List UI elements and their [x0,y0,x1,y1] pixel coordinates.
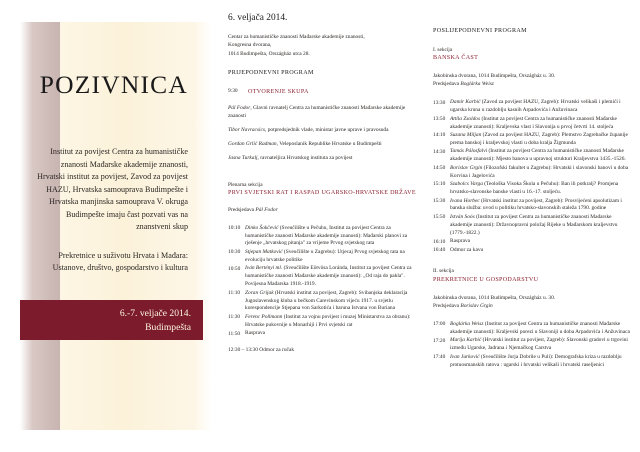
section2-chair-prefix: Predsjedava [433,302,461,309]
talk-body [245,314,419,330]
talk-time: 17:00 [433,321,446,328]
plenary-name: PRVI SVJETSKI RAT I RASPAD UGARSKO-HRVATSKE DRŽAVE [228,190,416,197]
talk-time: 10:10 [228,224,241,231]
talk-body [450,354,632,370]
talk-row [228,290,419,314]
opener-role: , ravnateljica Hrvatskog instituta za povijest [257,155,353,162]
section1-header [433,47,632,63]
opener-name: Tibor Navracsics [228,127,265,134]
talk-time: 15:10 [433,181,446,188]
talk-speaker: Zoran Grijak [245,289,274,296]
talk-body [450,99,632,115]
talk-speaker: Tamás Pálosfalvi [450,148,488,155]
invitation-fade-band [196,22,212,430]
talk-text: (Zavod za povijest HAZU, Zagreb): Hrvatski velikaši i plemići i ugarska kruna u razdoblju kasnih Arpadovića i Anžuvinaca [450,99,621,114]
talk-time: 17:20 [433,337,446,344]
talk-text: (Filozofski fakultet u Zagrebu): Hrvatski i slavonski banovi u doba Korvina i Jagelovića [450,164,629,179]
talk-time: 11:10 [228,289,241,296]
talk-body [450,132,632,148]
invitation-theme: Prekretnice u suživotu Hrvata i Mađara: Ustanove, društvo, gospodarstvo i kultura [52,250,188,273]
talk-speaker: Ivana Horbec [450,197,480,204]
plenary-chair-prefix: Predsjedava [228,206,256,213]
talk-row [433,181,632,197]
invitation-panel [0,0,220,452]
talk-text: (Sveučilište u Pečuhu, Institut za povijest Centra za humanističke znanosti Mađarske akademije znanosti): Mađarski planovi za rješenje „hrvatskog pitanja" za vrijeme Prvog svjetskog rata [245,224,408,247]
talk-row [433,198,632,214]
morning-venue [228,33,419,57]
afternoon-program-column [425,0,640,452]
invitation-organizers: Institut za povijest Centra za humanističke znanosti Mađarske akademije znanosti, Hrvatski institut za povijest, Zavod za povijest HAZU, Hrvatska samouprava Budimpešte i Hrvatska manjinska samouprava V. okruga Budimpešte imaju čast pozvati vas na znanstveni skup [37,147,188,232]
talk-time: 15:50 [433,214,446,221]
talk-text: (Institut za povijest Centra za humanističke znanosti Mađarske akademije znanosti): Kraljevska vlast i Slavonija u prvoj četvrti 14. stoljeća [450,115,617,130]
section1-name: BANSKA ČAST [433,55,479,62]
openers-list [228,104,419,163]
talk-body [450,247,632,255]
talk-row [228,330,419,338]
talk-speaker: Ivan Jurković [450,353,480,360]
talk-speaker: István Soós [450,213,475,220]
talk-row [228,314,419,330]
talk-row [433,321,632,337]
opening-row [228,88,419,97]
talk-text: (Institut za povijest Centra za humanističke znanosti Mađarske akademije znanosti): Državnopravni položaj Rijeke u Mađarskom kraljevstvu (1779.-1822.) [450,213,618,236]
opener-role: , Veleposlanik Republike Hrvatske u Budimpešti [276,141,382,148]
talk-time: 16:40 [433,247,446,253]
talk-body [450,337,632,353]
talk-speaker: Ferenc Pollmann [245,313,283,320]
talk-text: (Sveučilište Jurja Dobrile u Puli): Demografska kriza u razdoblju protuosmanskih ratova : ugarski i hrvatski velikaši i hrvatski raseljenici [450,353,622,368]
talk-speaker: Boglárka Weisz [450,320,484,327]
section2-name: PREKRETNICE U GOSPODARSTVU [433,276,539,283]
talk-speaker: Suzana Miljan [450,132,482,139]
talk-row [433,354,632,370]
talk-row [433,247,632,255]
talk-text: Odmor za kavu [450,246,484,253]
talk-body [450,165,632,181]
section1-chair-name: Boglárka Weisz [460,81,494,88]
opening-time: 9:30 [228,88,238,95]
morning-program-column [220,0,425,452]
plenary-session-header [228,182,419,198]
talk-speaker: Marija Karbić [450,337,482,344]
talk-text: (Hrvatski institut za povijest, Zagreb): Svibanjska deklaracija Jugoslavenskog kluba u bečkom Carevinskom vijeću 1917. u svjetlu korespondencije Stjepana von Sarkotića i baruna Istvana von Buriana [245,289,408,312]
talk-time: 14:10 [433,132,446,139]
talk-time: 14:30 [433,148,446,155]
talk-speaker: Borislav Grgin [450,164,483,171]
section1-venue-block [433,72,632,88]
talk-body [245,265,419,289]
talk-body [245,290,419,314]
invitation-date-band [20,300,203,340]
talk-body [450,116,632,132]
talk-time: 16:10 [433,238,446,245]
section2-talks-list [433,321,632,370]
talk-text: (Institut za vojnu povijest i muzej Ministarstva za obranu): Hrvatske pukovnije u Monarhiji i Prvi svjetski rat [245,313,411,328]
opener-role: , Glavni ravnatelj Centra za humanističke znanosti Mađarske akademije znanosti [228,104,406,120]
talk-row [433,99,632,115]
talk-row [433,165,632,181]
section2-chair [433,302,632,310]
morning-program-title: PRIJEPODNEVNI PROGRAM [228,69,314,76]
section1-venue: Jakobinska dvorana, 1014 Budimpešta, Országház u. 30. [433,73,556,80]
talk-row [228,249,419,265]
talk-speaker: Dinko Šokčević [245,224,279,231]
afternoon-program-title: POSLIJEPODNEVNI PROGRAM [433,28,527,34]
talk-speaker: Damir Karbić [450,99,481,106]
talk-body [245,225,419,249]
section2-label: II. sekcija [433,268,454,275]
talk-time: 14:50 [433,165,446,172]
talk-body [450,181,632,197]
talk-time: 17:40 [433,353,446,360]
section2-header [433,268,632,284]
talk-text: Rasprava [245,330,266,337]
plenary-chair [228,207,419,215]
talk-body [450,238,632,246]
talk-body [450,148,632,164]
talk-time: 11:50 [228,330,241,337]
talk-time: 10:50 [228,265,241,272]
opener-item [228,104,419,120]
morning-venue-line1: Centar za humanističke znanosti Mađarske akademije znanosti, [228,34,365,41]
opener-item [228,126,419,134]
section1-chair-prefix: Predsjedava [433,81,461,88]
talk-text: (Teološka Visoka Škola u Pečuhu): Ban ili potkralj? Promjena hrvatsko-slavonske banske vlasti u 16.-17. stoljeću. [450,181,619,196]
talk-row [433,214,632,238]
section1-talks-list [433,99,632,254]
morning-venue-line2: Kongresna dvorana, [228,42,272,49]
talk-body [245,249,419,265]
talk-body [450,214,632,238]
morning-talks-list [228,225,419,339]
talk-text: (Institut za povijest Centra za humanističke znanosti Mađarske akademije znanosti): Mjesto banova u upravnoj strukturi Kraljevstva 1435.-1526. [450,148,626,163]
morning-venue-line3: 1014 Budimpešta, Országház utca 28. [228,50,310,57]
talk-text: Rasprava [450,238,471,245]
opener-item [228,140,419,148]
talk-row [433,337,632,353]
talk-text: (Institut za povijest Centra za humanističke znanosti Mađarske akademije znanosti): Kraljevski porezi u Slavoniji u doba Arpadovića i Anžuvinaca [450,320,630,335]
talk-row [228,265,419,289]
talk-row [433,148,632,164]
talk-body [450,321,632,337]
section1-chair [433,80,632,88]
lunch-break: 12:30 – 13:30 Odmor za ručak [228,347,295,354]
talk-speaker: Attila Zsoldos [450,115,481,122]
talk-time: 15:30 [433,197,446,204]
opener-name: Pál Fodor [228,104,251,111]
talk-speaker: Szabolcs Varga [450,181,483,188]
section2-chair-name: Borislav Grgin [460,302,493,309]
talk-time: 13:50 [433,115,446,122]
talk-body [450,198,632,214]
opener-item [228,154,419,162]
talk-text: (Sveučilište Eötvösa Loránda, Institut za povijest Centra za humanističke znanosti Mađarske akademije znanosti): „Od raja do pakla". Povijesna Mađarska 1918.-1919. [245,265,412,288]
opener-name: Jasna Turkalj [228,155,258,162]
talk-row [433,238,632,246]
plenary-label: Plenarna sekcija [228,181,263,188]
talk-row [433,132,632,148]
talk-speaker: Stjepan Matković [245,248,283,255]
section2-venue-block [433,294,632,310]
section2-venue: Jakobinska dvorana, 1014 Budimpešta, Országház u. 30. [433,294,556,301]
talk-text: (Sveučilište u Zagrebu): Utjecaj Prvog svjetskog rata na evoluciju hrvatske politike [245,248,405,263]
talk-text: (Hrvatski institut za povijest, Zagreb): Slavonski gradovi u trgovini između Ugarske, Jadrana i Njemačkog Carstva [450,337,628,352]
talk-body [245,330,419,338]
talk-time: 13:30 [433,99,446,106]
talk-time: 11:30 [228,314,241,321]
talk-text: (Zavod za povijest HAZU, Zagreb): Plemstvo Zagrebačke županije prema banskoj i kraljevskoj vlasti u doba kralja Žigmunda [450,132,628,146]
talk-row [433,116,632,132]
invitation-place: Budimpešta [145,321,191,333]
talk-text: (Hrvatski institut za povijest, Zagreb): Prosvijećeni apsolutizam i banska služba: uvod u politiku hrvatsko-slavonskih staleža 1790. godine [450,197,622,212]
plenary-chair-name: Pál Fodor [255,206,278,213]
opener-name: Gordan Grlić Radman [228,141,277,148]
invitation-date: 6.-7. veljače 2014. [119,308,191,319]
section1-label: I. sekcija [433,46,453,53]
talk-row [228,225,419,249]
invitation-content [34,22,196,430]
talk-time: 10:30 [228,249,241,256]
talk-speaker: Iván Bertényi ml. [245,265,283,272]
invitation-date-band-text [20,300,203,335]
day-heading: 6. veljača 2014. [228,13,288,23]
opener-role: , potpredsjednik vlade, ministar javne uprave i pravosuđa [265,127,389,134]
invitation-title: POZIVNICA [39,70,188,99]
opening-label: OTVORENJE SKUPA [248,89,309,96]
